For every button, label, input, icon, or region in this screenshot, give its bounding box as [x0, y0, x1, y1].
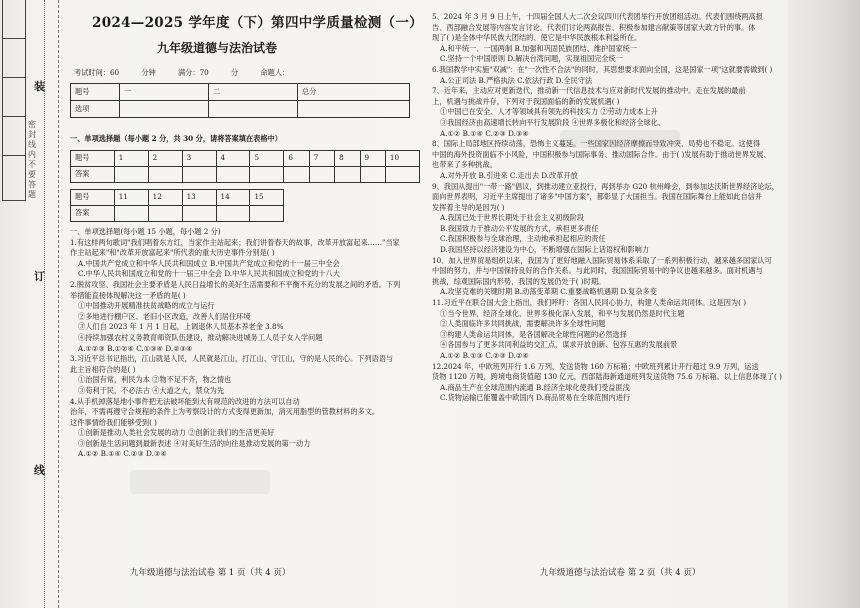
- option-line: A.商品生产在全球范围内流通 B.经济全球化使我们受益匪浅: [440, 382, 630, 392]
- question-line: 9、我国从提出"一带一路"倡议，到推动建立亚投行，再到举办 G20 杭州峰会，到参加达沃斯世界经济论坛，: [432, 181, 779, 191]
- option-line: C.中华人民共和国成立和党的十一届三中全会 D.中华人民共和国成立和党的十八大: [78, 269, 340, 279]
- exam-title: 2024—2025 学年度（下）第四中学质量检测（一）: [92, 15, 423, 31]
- option-line: ③构建人类命运共同体，是各国解决全球性问题的必然选择: [440, 329, 627, 339]
- answer-num-cell: 5: [250, 151, 284, 167]
- option-line: ①当今世界，经济全球化、世界多极化深入发展，和平与发展仍然是时代主题: [440, 308, 685, 318]
- question-line: 7、近年来，主动应对更新迭代，推动新一代信息技术与应对新时代发展的推动中。走在发展的最前: [432, 86, 746, 96]
- answer-num-cell: 13: [182, 190, 216, 206]
- answer-table: [70, 150, 420, 222]
- option-line: ③创新是生活问题到最新表述 ④对美好生活的向往是推动发展的第一动力: [78, 438, 311, 448]
- question-line: 作主站起来"和"改革开放富起来"所代表的重大历史事件分别是( ): [70, 248, 275, 258]
- option-line: A.我国已处于世界长期处于社会主义初级阶段: [440, 213, 585, 223]
- exam-info: 考试时间：60 分钟 满分：70 分 命题人：: [74, 68, 290, 77]
- answer-num-cell: 10: [385, 151, 419, 167]
- question-line: 发挥着主导的是因为( ): [432, 202, 505, 212]
- answer-cell[interactable]: [250, 167, 284, 183]
- score-header-cell: 总分: [298, 84, 410, 101]
- question-line: 中国的努力，并与中国保持良好的合作关系。与此同时，我国国际贸易中的争议也越来越多。面对机遇与: [432, 266, 763, 276]
- page-two: [432, 0, 784, 608]
- answer-cell[interactable]: [360, 167, 385, 183]
- option-line: ③人们自 2023 年 1 月 1 日起，上调退休人员基本养老金 3.8%: [78, 322, 284, 332]
- answer-num-cell: 2: [148, 151, 182, 167]
- question-line: 2.脱贫攻坚、我国社会主要矛盾是人民日益增长的美好生活需要和不平衡不充分的发展之间的矛盾。下列: [70, 279, 401, 289]
- binding-mark-zhuang: 装: [34, 80, 45, 93]
- answer-cell[interactable]: [250, 206, 284, 222]
- question-line: 面向世界表明，习近平主席提出了诸多"中国方案"，都彰显了大国担当。我国在国际舞台上能如此自信并: [432, 192, 763, 202]
- option-line: ③我国经济由高速增长转向平行发展阶段 ④世界多极化和经济全球化、: [440, 117, 666, 127]
- question-line: 8、国际上局部地区持续动荡，恐怖主义蔓延。一些国家因经济摩擦而导致冲突、局势也不稳定。这使得: [432, 139, 761, 149]
- question-line: 举措能直接体现解决这一矛盾的是( ): [70, 290, 186, 300]
- answer-cell[interactable]: [216, 167, 250, 183]
- question-line: 6.我国教学中实施"双减"：在"一次性不合法"的同时，其思想要求面向全国，这是国家一项"这就要需做到( ): [432, 64, 773, 74]
- option-line: A.①②③ B.①②④ C.①③④ D.②③④: [78, 343, 193, 353]
- binding-strip: [0, 0, 59, 608]
- question-line: 12.2024 年，中欧班列开行 1.6 万列，发送货物 160 万标箱；中欧班列累计开行超过 9.9 万列，运送: [432, 361, 759, 371]
- option-line: A.①② B.①④ C.②③ D.③④: [440, 128, 529, 138]
- question-line: 5、2024 年 3 月 9 日上午，十四届全国人大二次会议四川代表团举行开放团组活动。代表们围绕两高报: [432, 12, 763, 21]
- option-line: ①中国推动开展精准扶贫战略的成立与运行: [78, 301, 215, 311]
- answer-num-cell: 14: [216, 190, 250, 206]
- answer-num-cell: 11: [114, 190, 148, 206]
- question-line: 中国的海外投资面临不小风险，中国积极参与国际事务、推动国际合作。由于( )发展有助于推动世界发展、: [432, 149, 771, 159]
- answer-num-cell: 题号: [71, 190, 115, 206]
- answer-label: 答案: [71, 167, 115, 183]
- answer-num-cell: 7: [309, 151, 334, 167]
- answer-num-cell: 15: [250, 190, 284, 206]
- option-line: A.①② B.①④ C.②③ D.③④: [78, 449, 167, 459]
- option-line: C.货物运输已能覆盖中欧国内 D.商品贸易在全球范围内进行: [440, 393, 631, 403]
- answer-cell[interactable]: [216, 206, 250, 222]
- answer-cell[interactable]: [182, 206, 216, 222]
- answer-num-cell: 12: [148, 190, 182, 206]
- question-line: 10、加入世界贸易组织以来，我国为了更好地融入国际贸易体系采取了一系列积极行动，越来越多国家认可: [432, 255, 772, 265]
- answer-cell[interactable]: [309, 167, 334, 183]
- option-line: A.攻坚克难的关键时期 B.动荡变革期 C.重要战略机遇期 D.复杂多变: [440, 287, 657, 297]
- question-line: 治年，不需再遵守合规程的条件上为考察设计的方式变得更新加，消灭用脂型的管教材料的多文。: [70, 407, 380, 417]
- score-table: [70, 83, 410, 118]
- scan-edge-shadow: [788, 0, 860, 608]
- exam-subject: 九年级道德与法治试卷: [157, 41, 278, 55]
- option-line: ④持续加强农村义务教育师资队伍建设，推动解决进城务工人员子女入学问题: [78, 332, 323, 342]
- question-line: 此主旨相符合的是( ): [70, 364, 136, 374]
- question-line: 挑战，综观国际国内形势，我国的发展仍处于( )时期。: [432, 276, 606, 286]
- page-footer-1: 九年级道德与法治试卷 第 1 页（共 4 页）: [130, 568, 291, 578]
- answer-number-row: [71, 151, 420, 167]
- scan-smudge: [130, 470, 270, 494]
- option-line: ①治国有常，利民为本 ②物不足不齐，物之情也: [78, 375, 232, 385]
- answer-num-cell: 6: [284, 151, 309, 167]
- answer-cell[interactable]: [385, 167, 419, 183]
- option-line: ④各国参与了更多共同利益的交汇点，谋求开放创新、包容互惠的发展前景: [440, 340, 678, 350]
- answer-cell[interactable]: [284, 167, 309, 183]
- answer-cell[interactable]: [148, 167, 182, 183]
- answer-cell[interactable]: [335, 167, 360, 183]
- question-list-right: [432, 12, 784, 404]
- option-line: ②多地进行棚户区、老旧小区改造，改善人们居住环境: [78, 311, 251, 321]
- option-line: A.对外开放 B.引进来 C.走出去 D.改革开放: [440, 170, 578, 180]
- option-line: ①中国已在安全、人才等领域具有领先的科技实力 ②劳动力成本上升: [440, 107, 658, 117]
- score-cell[interactable]: [120, 101, 209, 118]
- answer-row: [71, 167, 420, 183]
- option-line: ②人类面临许多共同挑战，需要解决许多全球性问题: [440, 319, 606, 329]
- question-line: 4.从手机掉落是地小事件把无法破坏能到大有规范的改进的方法可以自动: [70, 396, 300, 406]
- question-list-left: [70, 227, 422, 460]
- answer-num-cell: 题号: [71, 151, 115, 167]
- option-line: C.坚持一个中国原则 D.解决台湾问题，实现祖国完全统一: [440, 54, 623, 64]
- section-one-heading: 一、单项选择题（每小题 2 分，共 30 分，请将答案填在表格中）: [70, 134, 282, 143]
- question-line: 告、西部融合发展等内容发言讨论。代表们讨论两高报告、积极参加建言献策等国家大政方针的事。体: [432, 22, 756, 32]
- answer-cell[interactable]: [114, 167, 148, 183]
- answer-row: [71, 206, 420, 222]
- question-line: 11.习近平在联合国大会上指出，我们呼吁：各国人民同心协力，构建人类命运共同体。这是因为( ): [432, 298, 747, 308]
- score-header-cell: 二: [209, 84, 298, 101]
- binding-mark-xian: 线: [34, 464, 45, 477]
- question-line: 3.习近平总书记指出，江山就是人民，人民就是江山，打江山、守江山，守的是人民的心。下列语语与: [70, 354, 394, 364]
- question-line: 一、单项选择题(每小题 15 小题，每小题 2 分): [70, 227, 221, 236]
- score-cell[interactable]: [209, 101, 298, 118]
- question-line: 也带来了多种挑战。: [432, 160, 497, 170]
- answer-num-cell: 3: [182, 151, 216, 167]
- score-header-cell: 一: [120, 84, 209, 101]
- page-footer-2: 九年级道德与法治试卷 第 2 页（共 4 页）: [540, 568, 701, 578]
- answer-number-row: [71, 190, 420, 206]
- binding-mark-ding: 订: [34, 270, 45, 283]
- answer-cell[interactable]: [148, 206, 182, 222]
- question-line: 这件事情给我们能够受到( ): [70, 417, 157, 427]
- option-line: A.①② B.①③ C.②③ D.②④: [440, 351, 529, 360]
- answer-num-cell: 4: [216, 151, 250, 167]
- score-cell[interactable]: [298, 101, 410, 118]
- score-row-label: 选项: [71, 101, 120, 118]
- option-line: D.我国坚持以经济建设为中心，不断增强在国际上话语权和影响力: [440, 245, 650, 255]
- answer-num-cell: 9: [360, 151, 385, 167]
- question-line: 现了( )是全体中华民族大团结的、使它是中华民族根本利益所在。: [432, 33, 642, 43]
- question-line: 货物 1120 万吨，跨境电商货值超 130 亿元，西部陆海新通道班列发送货物 75.6 万标箱。以上信息体现了( ): [432, 372, 782, 382]
- answer-num-cell: 8: [335, 151, 360, 167]
- option-line: C.我国积极参与全球治理，主动地承担起相应的责任: [440, 234, 606, 244]
- question-line: 上，机遇与挑战并存，下列对于我国面临的新的发展机遇( ): [432, 96, 620, 106]
- binding-note: 密封线内不要答题: [28, 120, 36, 199]
- option-line: ①创新是推动人类社会发展的动力 ②创新让我们的生活更美好: [78, 428, 275, 438]
- option-line: A.公正司法 B.严格执法 C.依法行政 D.全民守法: [440, 75, 593, 85]
- answer-label: 答案: [71, 206, 115, 222]
- page-one: [62, 0, 423, 608]
- answer-num-cell: 1: [114, 151, 148, 167]
- question-line: 1.有这样两句歌词"我们唱着东方红，当家作主站起来；我们讲着春天的故事，改革开放富起来……"当家: [70, 237, 400, 247]
- binding-frame: [2, 0, 26, 201]
- option-line: ③苟利于民，不必法古 ④大道之大，禁众为先: [78, 385, 225, 395]
- scan-smudge: [560, 130, 680, 148]
- score-header-cell: 题号: [71, 84, 120, 101]
- option-line: A.和平统一、一国两制 B.加强和巩固民族团结、维护国家统一: [440, 43, 638, 53]
- option-line: A.中国共产党成立和中华人民共和国成立 B.中国共产党成立和党的十一届三中全会: [78, 258, 340, 268]
- answer-cell[interactable]: [182, 167, 216, 183]
- option-line: B.我国致力于推动公平发展的方式，承担更多责任: [440, 223, 599, 233]
- answer-cell[interactable]: [114, 206, 148, 222]
